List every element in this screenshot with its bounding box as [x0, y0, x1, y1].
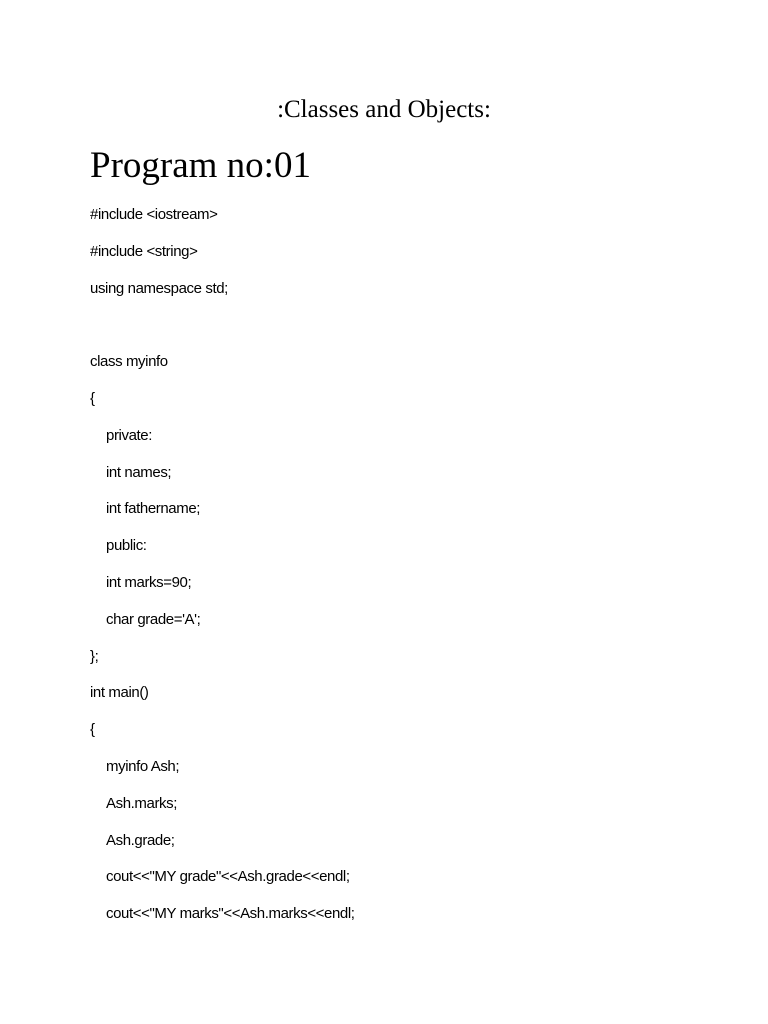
code-line: };: [90, 647, 99, 665]
code-line: cout<<"MY marks"<<Ash.marks<<endl;: [106, 905, 355, 923]
code-line: #include <iostream>: [90, 206, 218, 223]
code-line: Ash.marks;: [106, 794, 178, 812]
code-line: int names;: [106, 463, 172, 481]
code-line: int marks=90;: [106, 573, 192, 591]
code-line: {: [90, 389, 95, 407]
code-line-blank: [90, 314, 355, 351]
code-line: {: [90, 721, 95, 739]
code-line: Ash.grade;: [106, 831, 175, 849]
code-line: public:: [106, 537, 147, 555]
code-line: private:: [106, 426, 152, 444]
code-line: using namespace std;: [90, 279, 228, 297]
code-line: int main(): [90, 684, 149, 702]
program-title: Program no:01: [90, 145, 311, 186]
code-listing: [90, 204, 355, 940]
code-line: char grade='A';: [106, 610, 201, 628]
code-line: #include <string>: [90, 242, 198, 260]
code-line: cout<<"MY grade"<<Ash.grade<<endl;: [106, 868, 350, 886]
code-line: myinfo Ash;: [106, 757, 180, 775]
code-line: class myinfo: [90, 353, 168, 371]
document-heading: :Classes and Objects:: [277, 96, 491, 123]
code-line: int fathername;: [106, 500, 201, 518]
